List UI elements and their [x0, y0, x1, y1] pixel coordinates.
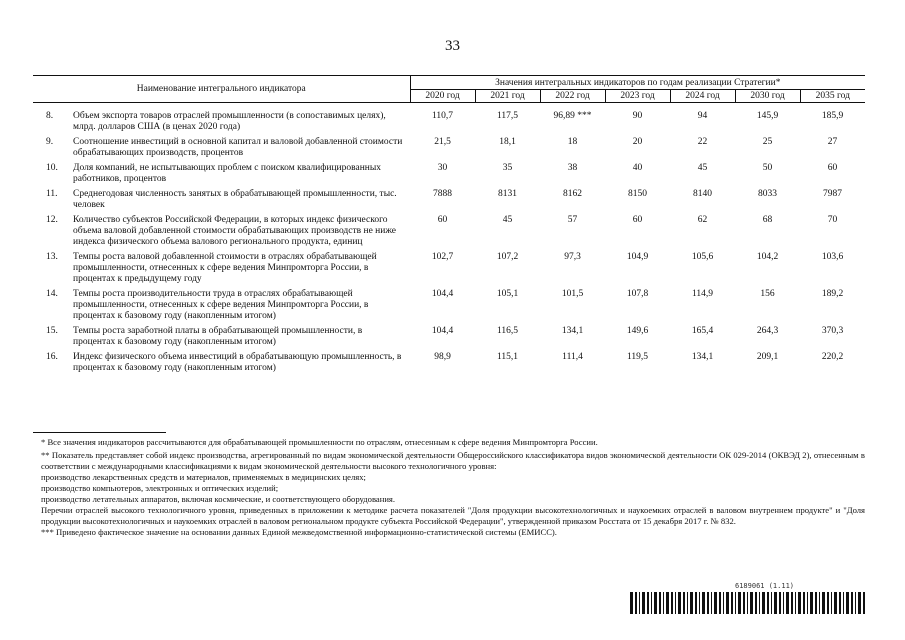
- header-year: 2021 год: [475, 90, 540, 103]
- table-row: [33, 189, 865, 215]
- indicator-name: Темпы роста производительности труда в отраслях обрабатывающей промышленности, отнесенных к сфере ведения Минпромторга России, в процентах к базовому году (накопленным итогом): [73, 289, 369, 321]
- barcode-bar: [779, 592, 781, 614]
- indicator-name: Соотношение инвестиций в основной капитал и валовой добавленной стоимости обрабатывающих производств, процентов: [73, 137, 403, 158]
- indicator-value: 111,4: [562, 352, 583, 362]
- barcode-bar: [743, 592, 745, 614]
- footnote-2-item-2: производство компьютеров, электронных и оптических изделий;: [41, 483, 279, 493]
- indicator-value: 104,4: [431, 289, 454, 299]
- indicator-value: 117,5: [497, 111, 519, 121]
- indicator-value: 21,5: [434, 137, 451, 147]
- indicator-name: Количество субъектов Российской Федерации, в которых индекс физического объема валовой добавленной стоимости обрабатывающих производств не ниже индекса физического объема валового регионального продукта, единиц: [73, 215, 396, 247]
- barcode-bar: [630, 592, 633, 614]
- indicator-name: Индекс физического объема инвестиций в обрабатывающую промышленность, в процентах к базовому году (накопленным итогом): [73, 352, 402, 373]
- indicator-value: 149,6: [626, 326, 649, 336]
- barcode-bar: [663, 592, 664, 614]
- indicator-value: 8140: [693, 189, 713, 199]
- barcode-image: [630, 592, 865, 614]
- header-year: 2035 год: [800, 90, 865, 103]
- indicator-value: 103,6: [821, 252, 844, 262]
- indicator-value: 115,1: [497, 352, 519, 362]
- barcode-bar: [731, 592, 733, 614]
- barcode-bar: [863, 592, 865, 614]
- indicator-value: 18: [567, 137, 578, 147]
- indicator-value: 134,1: [561, 326, 584, 336]
- row-number: 9.: [46, 137, 54, 147]
- barcode-bar: [723, 592, 724, 614]
- barcode-bar: [719, 592, 721, 614]
- footnote-2-note: Перечни отраслей высокого технологичного уровня, приведенных в приложении к методике расчета показателей "Доля продукции высокотехнологичных и наукоемких отраслей в валовом внутреннем продукте" и "Доля продукции высокотехнологичных и наукоемких отраслей в валовом региональном продукте субъекта Российской Федерации", утвержденной приказом Росстата от 15 декабря 2017 г. № 832.: [41, 505, 865, 526]
- barcode-bar: [767, 592, 769, 614]
- indicator-value: 70: [827, 215, 838, 225]
- indicator-value: 22: [697, 137, 708, 147]
- indicator-value: 104,2: [756, 252, 779, 262]
- barcode-bar: [750, 592, 753, 614]
- barcode-bar: [791, 592, 793, 614]
- footnotes: [41, 437, 865, 538]
- indicator-value: 8150: [628, 189, 648, 199]
- barcode-bar: [851, 592, 853, 614]
- indicator-name: Темпы роста валовой добавленной стоимости в отраслях обрабатывающей промышленности, отнесенных к сфере ведения Минпромторга России, в процентах к предыдущему году: [73, 252, 377, 284]
- indicator-value: 209,1: [756, 352, 779, 362]
- indicator-value: 94: [697, 111, 708, 121]
- indicator-name: Объем экспорта товаров отраслей промышленности (в сопоставимых целях), млрд. долларов США (в ценах 2020 года): [73, 111, 386, 132]
- indicator-name: Доля компаний, не испытывающих проблем с поиском квалифицированных работников, процентов: [73, 163, 382, 184]
- indicator-value: 105,6: [691, 252, 714, 262]
- barcode-bar: [810, 592, 813, 614]
- row-number: 11.: [46, 189, 58, 199]
- indicator-value: 45: [697, 163, 708, 173]
- barcode-bar: [834, 592, 837, 614]
- barcode-bar: [786, 592, 789, 614]
- indicator-value: 96,89 ***: [553, 111, 592, 121]
- barcode-bar: [647, 592, 649, 614]
- barcode-bar: [707, 592, 709, 614]
- indicator-value: 264,3: [756, 326, 779, 336]
- row-number: 10.: [46, 163, 58, 173]
- barcode-bar: [819, 592, 820, 614]
- barcode-bar: [666, 592, 669, 614]
- indicator-value: 50: [762, 163, 773, 173]
- indicator-name: Среднегодовая численность занятых в обрабатывающей промышленности, тыс. человек: [73, 189, 397, 210]
- barcode-bar: [678, 592, 681, 614]
- row-number: 12.: [46, 215, 58, 225]
- footnote-3: *** Приведено фактическое значение на основании данных Единой межведомственной информационно-статистической системы (ЕМИСС).: [41, 527, 557, 537]
- indicator-value: 101,5: [561, 289, 584, 299]
- indicator-value: 40: [632, 163, 643, 173]
- barcode-bar: [762, 592, 765, 614]
- indicator-value: 119,5: [627, 352, 649, 362]
- indicator-value: 30: [437, 163, 448, 173]
- indicator-value: 104,9: [626, 252, 649, 262]
- barcode-bar: [714, 592, 717, 614]
- barcode-bar: [759, 592, 760, 614]
- indicator-value: 107,8: [626, 289, 649, 299]
- indicator-value: 35: [502, 163, 513, 173]
- indicator-value: 27: [827, 137, 838, 147]
- indicator-value: 8131: [498, 189, 518, 199]
- barcode-bar: [659, 592, 661, 614]
- indicator-value: 156: [760, 289, 775, 299]
- header-values-group: Значения интегральных индикаторов по годам реализации Стратегии*: [410, 76, 865, 90]
- barcode-bar: [843, 592, 844, 614]
- footnote-2: ** Показатель представляет собой индекс производства, агрегированный по видам экономической деятельности Общероссийского классификатора видов экономической деятельности ОК 029-2014 (ОКВЭД 2), отнесенным в соответствии с международными классификациями к видам экономической деятельности высокого технологичного уровня:: [41, 450, 865, 471]
- indicator-value: 134,1: [691, 352, 714, 362]
- table-row: [33, 111, 865, 137]
- barcode-bar: [690, 592, 693, 614]
- table-row: [33, 137, 865, 163]
- header-indicator-name: Наименование интегрального индикатора: [33, 76, 410, 103]
- header-year: 2030 год: [735, 90, 800, 103]
- barcode-bar: [639, 592, 640, 614]
- barcode-bar: [798, 592, 801, 614]
- indicator-value: 189,2: [821, 289, 844, 299]
- indicator-value: 370,3: [821, 326, 844, 336]
- indicator-value: 68: [762, 215, 773, 225]
- indicator-value: 38: [567, 163, 578, 173]
- footnote-1: * Все значения индикаторов рассчитываются для обрабатывающей промышленности по отраслям, отнесенным к сфере ведения Минпромторга России.: [41, 437, 598, 447]
- barcode-bar: [855, 592, 856, 614]
- table-row: [33, 326, 865, 352]
- barcode-bar: [803, 592, 805, 614]
- footnote-divider: [33, 432, 166, 433]
- barcode-bar: [635, 592, 637, 614]
- barcode-bar: [699, 592, 700, 614]
- table-row: [33, 163, 865, 189]
- row-number: 15.: [46, 326, 58, 336]
- indicator-value: 60: [827, 163, 838, 173]
- indicators-table-wrap: [33, 75, 865, 378]
- indicator-value: 220,2: [821, 352, 844, 362]
- row-number: 16.: [46, 352, 58, 362]
- barcode-bar: [795, 592, 796, 614]
- indicator-value: 8033: [758, 189, 778, 199]
- indicators-table: [33, 75, 865, 378]
- indicator-value: 8162: [563, 189, 583, 199]
- row-number: 13.: [46, 252, 58, 262]
- indicator-value: 185,9: [821, 111, 844, 121]
- barcode-bar: [822, 592, 825, 614]
- barcode-bar: [726, 592, 729, 614]
- indicator-value: 105,1: [496, 289, 519, 299]
- indicator-value: 18,1: [499, 137, 516, 147]
- barcode-bar: [807, 592, 808, 614]
- indicator-value: 97,3: [564, 252, 581, 262]
- barcode-bar: [858, 592, 861, 614]
- indicator-value: 57: [567, 215, 578, 225]
- barcode-bar: [735, 592, 736, 614]
- table-row: [33, 215, 865, 252]
- indicator-value: 60: [632, 215, 643, 225]
- footnote-2-item-3: производство летательных аппаратов, включая космические, и соответствующего оборудования.: [41, 494, 396, 504]
- barcode-bar: [783, 592, 784, 614]
- barcode-bar: [738, 592, 741, 614]
- indicator-value: 90: [632, 111, 643, 121]
- indicator-value: 60: [437, 215, 448, 225]
- indicator-value: 7888: [433, 189, 453, 199]
- barcode-caption: 6189061 (1.11): [735, 582, 795, 590]
- indicator-value: 116,5: [497, 326, 519, 336]
- indicator-value: 45: [502, 215, 513, 225]
- barcode-bar: [675, 592, 676, 614]
- indicator-value: 110,7: [432, 111, 454, 121]
- barcode-bar: [687, 592, 688, 614]
- barcode-bar: [747, 592, 748, 614]
- indicator-value: 25: [762, 137, 773, 147]
- barcode-bar: [827, 592, 829, 614]
- table-row: [33, 252, 865, 289]
- barcode-bar: [702, 592, 705, 614]
- indicator-value: 102,7: [431, 252, 454, 262]
- header-year: 2020 год: [410, 90, 475, 103]
- table-row: [33, 352, 865, 378]
- barcode-bar: [654, 592, 657, 614]
- barcode-bar: [831, 592, 832, 614]
- barcode-bar: [815, 592, 817, 614]
- header-year: 2022 год: [540, 90, 605, 103]
- indicator-value: 98,9: [434, 352, 451, 362]
- indicator-value: 7987: [823, 189, 843, 199]
- barcode-bar: [695, 592, 697, 614]
- row-number: 14.: [46, 289, 58, 299]
- indicator-value: 20: [632, 137, 643, 147]
- indicator-value: 114,9: [692, 289, 714, 299]
- barcode-bar: [839, 592, 841, 614]
- barcode-bar: [642, 592, 645, 614]
- barcode-bar: [651, 592, 652, 614]
- table-row: [33, 289, 865, 326]
- page-number: 33: [445, 38, 460, 54]
- barcode-bar: [774, 592, 777, 614]
- barcode-bar: [755, 592, 757, 614]
- indicator-value: 165,4: [691, 326, 714, 336]
- indicator-value: 145,9: [756, 111, 779, 121]
- header-year: 2024 год: [670, 90, 735, 103]
- indicator-value: 62: [697, 215, 708, 225]
- footnote-2-item-1: производство лекарственных средств и материалов, применяемых в медицинских целях;: [41, 472, 366, 482]
- barcode-bar: [711, 592, 712, 614]
- barcode-bar: [771, 592, 772, 614]
- barcode-bar: [671, 592, 673, 614]
- barcode-bar: [683, 592, 685, 614]
- indicator-value: 107,2: [496, 252, 519, 262]
- indicator-value: 104,4: [431, 326, 454, 336]
- barcode-bar: [846, 592, 849, 614]
- indicator-name: Темпы роста заработной платы в обрабатывающей промышленности, в процентах к базовому году (накопленным итогом): [73, 326, 363, 347]
- header-year: 2023 год: [605, 90, 670, 103]
- row-number: 8.: [46, 111, 54, 121]
